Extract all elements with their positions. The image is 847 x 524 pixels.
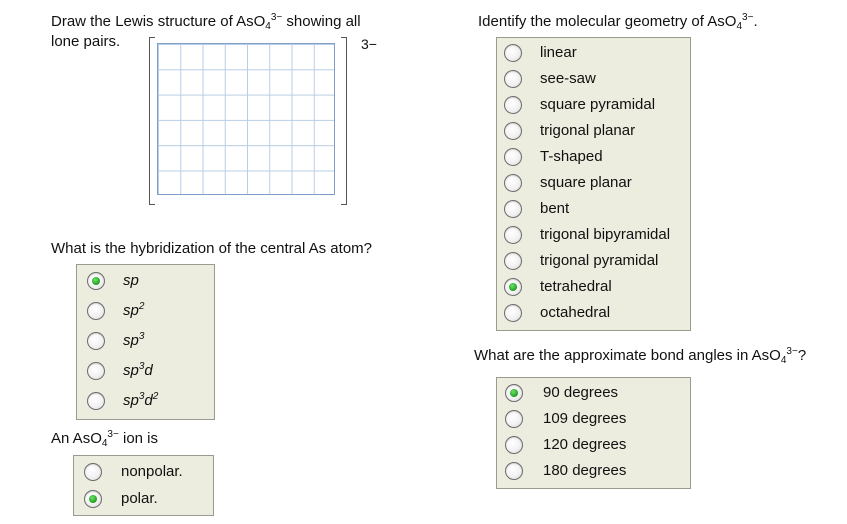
orbital-exponent: 3 [138, 331, 145, 342]
radio-button[interactable] [504, 70, 522, 88]
radio-button[interactable] [504, 304, 522, 322]
orbital-d-exponent: 2 [152, 391, 159, 402]
hybridization-question: What is the hybridization of the central As atom? [51, 240, 372, 257]
orbital-d: d [144, 392, 153, 409]
option-label: see-saw [540, 70, 596, 87]
bond-angle-option[interactable] [497, 406, 690, 432]
geometry-superscript: 3− [742, 12, 754, 23]
orbital-base: sp [123, 272, 139, 289]
bond-angle-option[interactable] [497, 380, 690, 406]
geometry-option[interactable] [497, 66, 690, 92]
hybridization-option[interactable] [77, 328, 214, 354]
geometry-option[interactable] [497, 170, 690, 196]
radio-button[interactable] [504, 96, 522, 114]
radio-selected-dot [510, 389, 518, 397]
orbital-d: d [144, 362, 153, 379]
option-label: polar. [121, 490, 158, 507]
lewis-charge: 3− [361, 36, 377, 52]
radio-button[interactable] [505, 462, 523, 480]
radio-button[interactable] [505, 436, 523, 454]
option-label: trigonal bipyramidal [540, 226, 671, 243]
radio-button[interactable] [504, 44, 522, 62]
option-label [123, 332, 144, 349]
radio-button[interactable] [504, 226, 522, 244]
right-bracket [341, 37, 347, 205]
lewis-drawing-canvas[interactable] [157, 43, 335, 195]
lewis-question [51, 13, 361, 31]
option-label: octahedral [540, 304, 611, 321]
radio-button[interactable] [87, 392, 105, 410]
polarity-options-panel [73, 455, 214, 516]
option-label [123, 362, 153, 379]
option-label: square pyramidal [540, 96, 656, 113]
polarity-option[interactable] [74, 486, 213, 512]
option-label: square planar [540, 174, 632, 191]
bond-angle-options-panel [496, 377, 691, 489]
geometry-question-text-end: . [753, 13, 758, 30]
option-label: tetrahedral [540, 278, 612, 295]
geometry-option[interactable] [497, 196, 690, 222]
radio-button[interactable] [504, 200, 522, 218]
option-label: linear [540, 44, 577, 61]
radio-button[interactable] [84, 463, 102, 481]
hybridization-option[interactable] [77, 268, 214, 294]
geometry-option[interactable] [497, 40, 690, 66]
bond-angle-question-text-end: ? [797, 347, 807, 364]
geometry-subscript: 4 [736, 21, 743, 32]
orbital-exponent: 3 [138, 391, 145, 402]
orbital-exponent: 2 [138, 301, 145, 312]
radio-button[interactable] [87, 362, 105, 380]
hybridization-options-panel [76, 264, 215, 420]
option-label: T-shaped [540, 148, 603, 165]
radio-button[interactable] [504, 122, 522, 140]
option-label: 120 degrees [543, 436, 627, 453]
option-label: nonpolar. [121, 463, 183, 480]
hybridization-option[interactable] [77, 388, 214, 414]
geometry-options-panel [496, 37, 691, 331]
orbital-exponent: 3 [138, 361, 145, 372]
option-label [123, 392, 158, 409]
bond-angle-question-text: What are the approximate bond angles in AsO [474, 347, 781, 364]
lewis-question-text-end: showing all [282, 13, 361, 30]
geometry-option[interactable] [497, 92, 690, 118]
hybridization-option[interactable] [77, 298, 214, 324]
option-label: 180 degrees [543, 462, 627, 479]
geometry-option[interactable] [497, 222, 690, 248]
bond-angle-question [474, 347, 806, 365]
lewis-question-line2: lone pairs. [51, 33, 121, 50]
option-label: trigonal planar [540, 122, 636, 139]
polarity-question-text-end: ion is [118, 430, 159, 447]
radio-button[interactable] [87, 272, 105, 290]
radio-selected-dot [92, 277, 100, 285]
radio-button[interactable] [87, 302, 105, 320]
geometry-option[interactable] [497, 144, 690, 170]
radio-selected-dot [89, 495, 97, 503]
bond-angle-subscript: 4 [780, 355, 787, 366]
geometry-option[interactable] [497, 118, 690, 144]
orbital-base: sp [123, 332, 139, 349]
radio-button[interactable] [505, 410, 523, 428]
option-label: 90 degrees [543, 384, 619, 401]
radio-button[interactable] [87, 332, 105, 350]
polarity-option[interactable] [74, 459, 213, 485]
radio-button[interactable] [84, 490, 102, 508]
geometry-option[interactable] [497, 300, 690, 326]
option-label: trigonal pyramidal [540, 252, 659, 269]
orbital-base: sp [123, 392, 139, 409]
geometry-question-text: Identify the molecular geometry of AsO [478, 13, 737, 30]
lewis-question-text: Draw the Lewis structure of AsO [51, 13, 266, 30]
lewis-subscript: 4 [265, 21, 271, 32]
hybridization-option[interactable] [77, 358, 214, 384]
option-label [123, 302, 144, 319]
bond-angle-superscript: 3− [786, 346, 798, 357]
orbital-base: sp [123, 362, 139, 379]
lewis-superscript: 3− [270, 12, 283, 23]
radio-button[interactable] [504, 278, 522, 296]
left-bracket [149, 37, 155, 205]
radio-button[interactable] [504, 252, 522, 270]
orbital-base: sp [123, 302, 139, 319]
bond-angle-option[interactable] [497, 458, 690, 484]
option-label: 109 degrees [543, 410, 627, 427]
bond-angle-option[interactable] [497, 432, 690, 458]
polarity-question-text: An AsO [51, 430, 102, 447]
option-label [123, 272, 139, 289]
geometry-option[interactable] [497, 248, 690, 274]
radio-button[interactable] [504, 174, 522, 192]
option-label: bent [540, 200, 570, 217]
radio-selected-dot [509, 283, 517, 291]
geometry-option[interactable] [497, 274, 690, 300]
polarity-subscript: 4 [101, 438, 108, 449]
polarity-superscript: 3− [107, 429, 119, 440]
geometry-question [478, 13, 758, 31]
polarity-question [51, 430, 158, 448]
radio-button[interactable] [504, 148, 522, 166]
radio-button[interactable] [505, 384, 523, 402]
